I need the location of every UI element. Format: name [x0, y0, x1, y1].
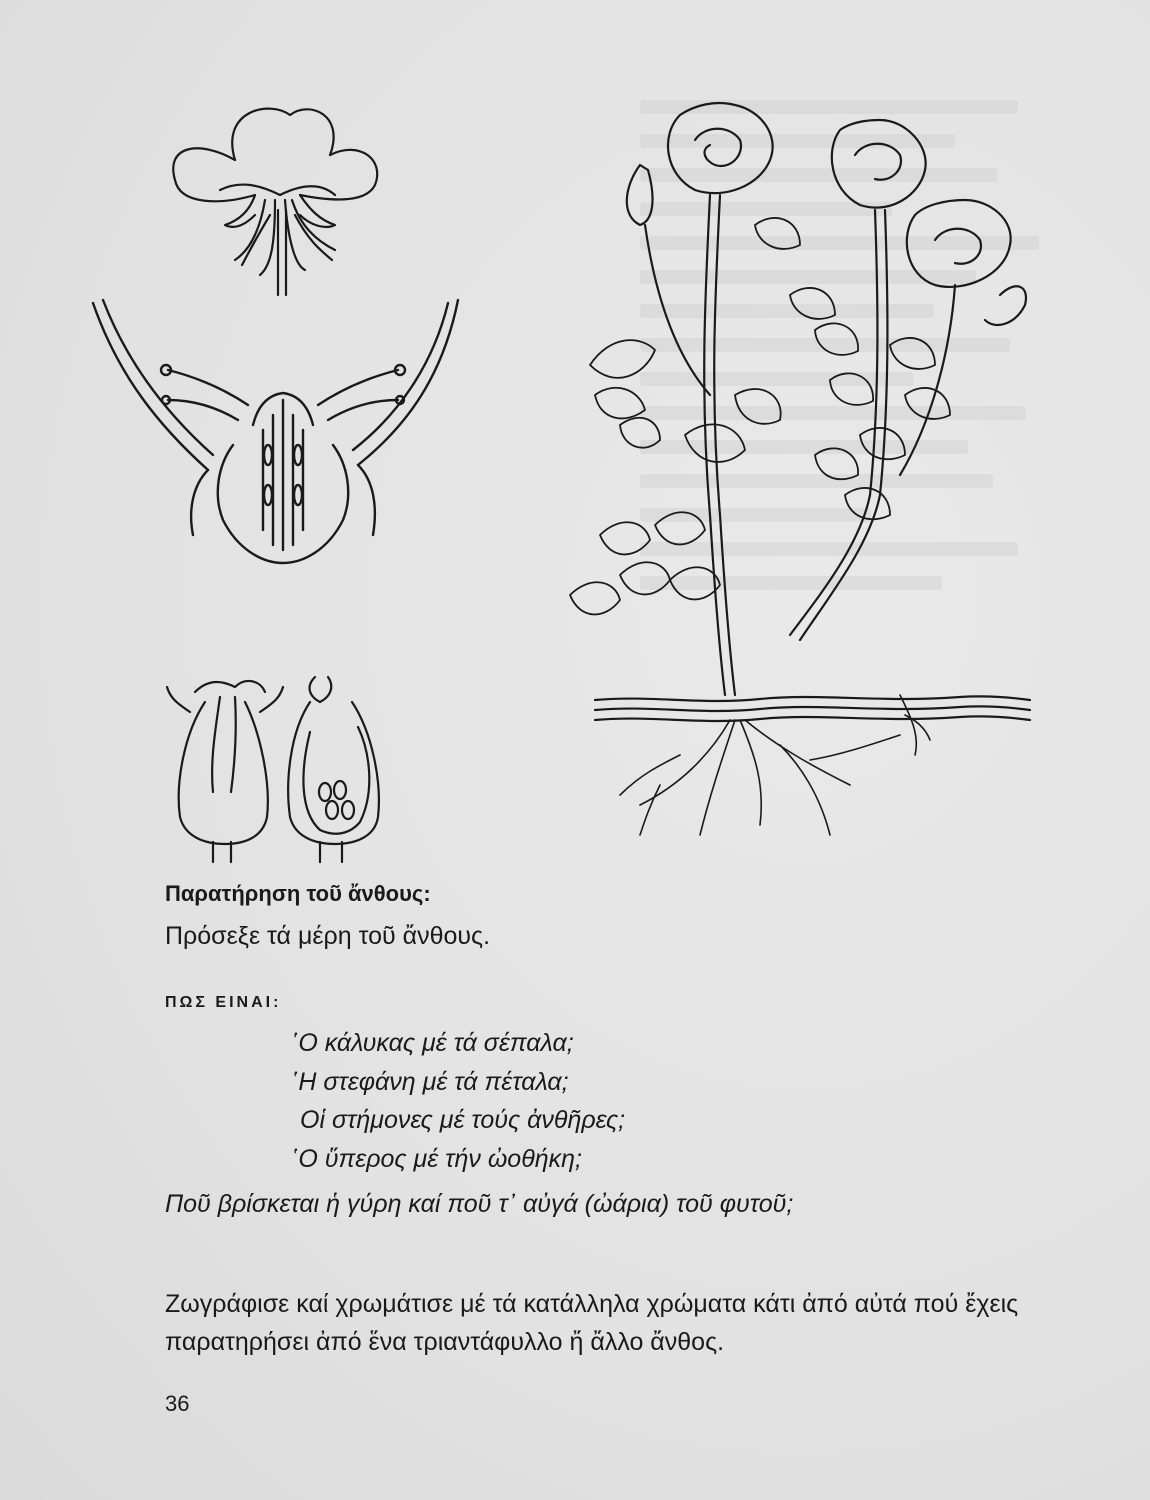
- rose-plant-illustration: [560, 95, 1040, 855]
- flower-section-illustration: [88, 295, 473, 565]
- question-pistil: ῾Ο ὕπερος μέ τήν ὠοθήκη;: [290, 1144, 582, 1173]
- drawing-instruction: Ζωγράφισε καί χρωμάτισε μέ τά κατάλληλα χρώματα κάτι ἀπό αὐτά πού ἔχεις παρατηρήσει ἀπό ἕνα τριαντάφυλλο ἤ ἄλλο ἄνθος.: [165, 1290, 1019, 1356]
- hip-section-illustration: [280, 672, 390, 867]
- question-stamens: Οἱ στήμονες μέ τούς ἀνθῆρες;: [300, 1106, 626, 1134]
- question-calyx: ῾Ο κάλυκας μέ τά σέπαλα;: [290, 1029, 574, 1057]
- question-list: [290, 1024, 625, 1178]
- how-label: ΠΩΣ ΕΙΝΑΙ:: [165, 994, 282, 1011]
- question-corolla: ῾Η στεφάνη μέ τά πέταλα;: [290, 1067, 569, 1096]
- pollen-question: Ποῦ βρίσκεται ἡ γύρη καί ποῦ τ᾽ αὐγά (ὠάρια) τοῦ φυτοῦ;: [165, 1190, 794, 1218]
- section-heading: Παρατήρηση τοῦ ἄνθους:: [165, 881, 431, 906]
- flower-side-view-illustration: [160, 100, 390, 300]
- page-number: 36: [165, 1391, 190, 1416]
- instruction-text: Πρόσεξε τά μέρη τοῦ ἄνθους.: [165, 922, 491, 950]
